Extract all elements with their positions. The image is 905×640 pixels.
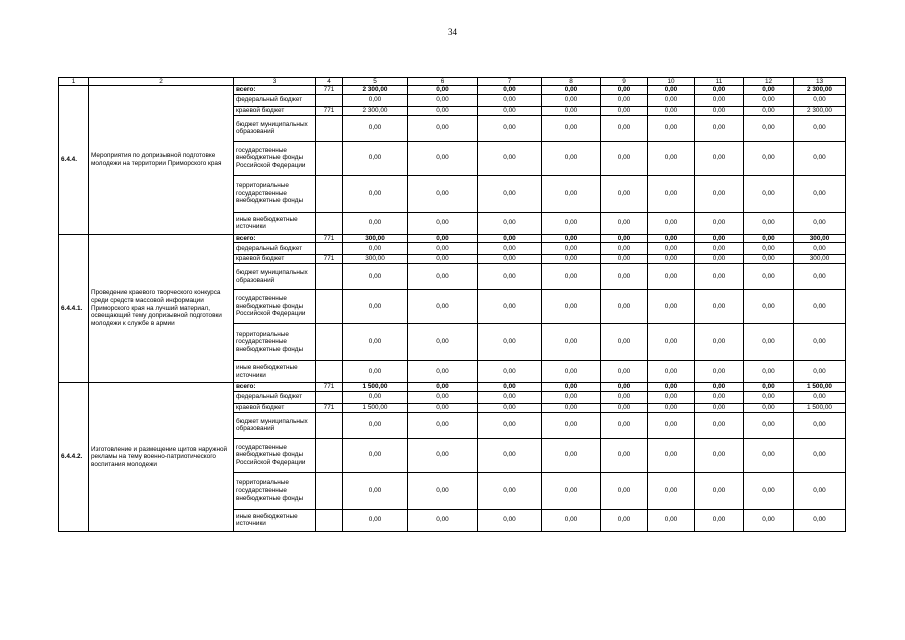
amount-cell: 0,00 — [744, 383, 794, 392]
amount-cell: 0,00 — [343, 509, 408, 531]
funding-source: территориальные государственные внебюджетные фонды — [234, 324, 316, 361]
amount-cell: 0,00 — [601, 106, 648, 115]
amount-cell: 0,00 — [478, 383, 542, 392]
amount-cell: 0,00 — [542, 255, 601, 264]
amount-cell: 0,00 — [542, 472, 601, 509]
funding-source: всего: — [234, 383, 316, 392]
column-header: 10 — [648, 78, 695, 86]
amount-cell: 0,00 — [744, 212, 794, 234]
amount-cell: 2 300,00 — [794, 106, 846, 115]
amount-cell: 0,00 — [601, 141, 648, 175]
amount-cell: 0,00 — [648, 472, 695, 509]
amount-cell: 0,00 — [794, 212, 846, 234]
amount-cell: 0,00 — [648, 383, 695, 392]
column-header: 4 — [316, 78, 343, 86]
amount-cell: 0,00 — [744, 141, 794, 175]
amount-cell: 0,00 — [794, 115, 846, 141]
amount-cell: 0,00 — [478, 212, 542, 234]
amount-cell: 0,00 — [744, 324, 794, 361]
amount-cell: 0,00 — [408, 509, 478, 531]
amount-cell: 0,00 — [478, 175, 542, 212]
amount-cell: 1 500,00 — [343, 403, 408, 412]
amount-cell: 0,00 — [408, 175, 478, 212]
amount-cell: 0,00 — [744, 264, 794, 290]
budget-code: 771 — [316, 255, 343, 264]
amount-cell: 0,00 — [695, 106, 744, 115]
amount-cell: 0,00 — [542, 141, 601, 175]
budget-code — [316, 324, 343, 361]
amount-cell: 0,00 — [542, 324, 601, 361]
funding-source: государственные внебюджетные фонды Российской Федерации — [234, 290, 316, 324]
amount-cell: 0,00 — [744, 290, 794, 324]
amount-cell: 0,00 — [601, 412, 648, 438]
amount-cell: 0,00 — [408, 86, 478, 95]
amount-cell: 0,00 — [478, 412, 542, 438]
column-header: 13 — [794, 78, 846, 86]
amount-cell: 0,00 — [408, 212, 478, 234]
amount-cell: 0,00 — [542, 509, 601, 531]
amount-cell: 300,00 — [343, 234, 408, 243]
column-header: 5 — [343, 78, 408, 86]
amount-cell: 0,00 — [408, 243, 478, 255]
amount-cell: 0,00 — [408, 403, 478, 412]
amount-cell: 0,00 — [648, 412, 695, 438]
amount-cell: 0,00 — [744, 361, 794, 383]
amount-cell: 0,00 — [542, 290, 601, 324]
amount-cell: 2 300,00 — [794, 86, 846, 95]
amount-cell: 0,00 — [542, 86, 601, 95]
budget-code — [316, 264, 343, 290]
amount-cell: 0,00 — [794, 438, 846, 472]
amount-cell: 0,00 — [794, 175, 846, 212]
table-row — [59, 383, 846, 392]
amount-cell: 0,00 — [744, 509, 794, 531]
amount-cell: 0,00 — [601, 175, 648, 212]
amount-cell: 0,00 — [648, 234, 695, 243]
budget-code — [316, 115, 343, 141]
amount-cell: 0,00 — [744, 243, 794, 255]
funding-source: краевой бюджет — [234, 255, 316, 264]
amount-cell: 0,00 — [408, 391, 478, 403]
amount-cell: 0,00 — [601, 243, 648, 255]
amount-cell: 0,00 — [542, 175, 601, 212]
amount-cell: 0,00 — [648, 94, 695, 106]
funding-source: бюджет муниципальных образований — [234, 115, 316, 141]
item-name: Проведение краевого творческого конкурса среди средств массовой информации Приморского края на лучший материал, освещающий тему допризывной подготовки молодежи к службе в армии — [89, 234, 234, 383]
amount-cell: 0,00 — [542, 94, 601, 106]
budget-code — [316, 391, 343, 403]
funding-source: иные внебюджетные источники — [234, 509, 316, 531]
amount-cell: 0,00 — [695, 290, 744, 324]
budget-code: 771 — [316, 234, 343, 243]
amount-cell: 0,00 — [744, 403, 794, 412]
amount-cell: 0,00 — [695, 391, 744, 403]
amount-cell: 0,00 — [343, 290, 408, 324]
amount-cell: 0,00 — [408, 141, 478, 175]
funding-source: краевой бюджет — [234, 403, 316, 412]
amount-cell: 0,00 — [478, 264, 542, 290]
amount-cell: 0,00 — [408, 290, 478, 324]
amount-cell: 0,00 — [542, 391, 601, 403]
amount-cell: 0,00 — [601, 290, 648, 324]
amount-cell: 0,00 — [744, 175, 794, 212]
amount-cell: 0,00 — [794, 264, 846, 290]
column-header: 2 — [89, 78, 234, 86]
amount-cell: 0,00 — [648, 290, 695, 324]
amount-cell: 0,00 — [648, 212, 695, 234]
amount-cell: 0,00 — [695, 403, 744, 412]
amount-cell: 0,00 — [478, 94, 542, 106]
amount-cell: 0,00 — [343, 212, 408, 234]
amount-cell: 0,00 — [343, 438, 408, 472]
column-header: 3 — [234, 78, 316, 86]
amount-cell: 0,00 — [794, 141, 846, 175]
amount-cell: 0,00 — [408, 255, 478, 264]
amount-cell: 0,00 — [695, 255, 744, 264]
amount-cell: 0,00 — [542, 438, 601, 472]
funding-source: федеральный бюджет — [234, 391, 316, 403]
amount-cell: 0,00 — [695, 361, 744, 383]
amount-cell: 0,00 — [695, 86, 744, 95]
amount-cell: 0,00 — [695, 234, 744, 243]
amount-cell: 0,00 — [648, 175, 695, 212]
amount-cell: 0,00 — [601, 212, 648, 234]
amount-cell: 0,00 — [695, 115, 744, 141]
budget-code — [316, 141, 343, 175]
amount-cell: 0,00 — [408, 383, 478, 392]
amount-cell: 0,00 — [648, 324, 695, 361]
amount-cell: 0,00 — [648, 255, 695, 264]
amount-cell: 0,00 — [478, 361, 542, 383]
amount-cell: 0,00 — [542, 115, 601, 141]
amount-cell: 0,00 — [601, 383, 648, 392]
amount-cell: 0,00 — [695, 383, 744, 392]
funding-source: федеральный бюджет — [234, 243, 316, 255]
amount-cell: 0,00 — [478, 115, 542, 141]
amount-cell: 0,00 — [744, 115, 794, 141]
amount-cell: 0,00 — [744, 412, 794, 438]
item-name: Мероприятия по допризывной подготовке молодежи на территории Приморского края — [89, 86, 234, 235]
funding-source: государственные внебюджетные фонды Российской Федерации — [234, 141, 316, 175]
amount-cell: 0,00 — [601, 438, 648, 472]
amount-cell: 0,00 — [744, 86, 794, 95]
item-number: 6.4.4.2. — [59, 383, 89, 532]
amount-cell: 1 500,00 — [794, 403, 846, 412]
amount-cell: 0,00 — [794, 324, 846, 361]
budget-code: 771 — [316, 86, 343, 95]
amount-cell: 0,00 — [648, 403, 695, 412]
amount-cell: 0,00 — [478, 472, 542, 509]
table-row — [59, 234, 846, 243]
amount-cell: 0,00 — [408, 264, 478, 290]
amount-cell: 0,00 — [601, 403, 648, 412]
amount-cell: 0,00 — [478, 141, 542, 175]
funding-source: бюджет муниципальных образований — [234, 412, 316, 438]
amount-cell: 0,00 — [343, 141, 408, 175]
funding-source: государственные внебюджетные фонды Российской Федерации — [234, 438, 316, 472]
amount-cell: 0,00 — [408, 472, 478, 509]
amount-cell: 0,00 — [648, 243, 695, 255]
column-header: 8 — [542, 78, 601, 86]
item-name: Изготовление и размещение щитов наружной рекламы на тему военно-патриотического воспитания молодежи — [89, 383, 234, 532]
amount-cell: 0,00 — [601, 255, 648, 264]
amount-cell: 0,00 — [648, 106, 695, 115]
funding-source: всего: — [234, 234, 316, 243]
funding-source: краевой бюджет — [234, 106, 316, 115]
amount-cell: 0,00 — [695, 412, 744, 438]
amount-cell: 0,00 — [601, 115, 648, 141]
amount-cell: 0,00 — [343, 361, 408, 383]
amount-cell: 0,00 — [744, 94, 794, 106]
amount-cell: 0,00 — [478, 255, 542, 264]
amount-cell: 0,00 — [744, 255, 794, 264]
budget-code — [316, 175, 343, 212]
amount-cell: 0,00 — [343, 115, 408, 141]
column-header: 1 — [59, 78, 89, 86]
amount-cell: 0,00 — [744, 106, 794, 115]
amount-cell: 0,00 — [408, 412, 478, 438]
budget-code: 771 — [316, 383, 343, 392]
amount-cell: 0,00 — [601, 234, 648, 243]
amount-cell: 300,00 — [794, 234, 846, 243]
amount-cell: 0,00 — [542, 212, 601, 234]
amount-cell: 0,00 — [478, 391, 542, 403]
amount-cell: 0,00 — [794, 290, 846, 324]
budget-code — [316, 94, 343, 106]
amount-cell: 0,00 — [601, 472, 648, 509]
column-header-row — [59, 78, 846, 86]
amount-cell: 0,00 — [695, 175, 744, 212]
amount-cell: 0,00 — [794, 472, 846, 509]
amount-cell: 0,00 — [601, 86, 648, 95]
amount-cell: 0,00 — [794, 412, 846, 438]
amount-cell: 0,00 — [794, 243, 846, 255]
amount-cell: 0,00 — [542, 361, 601, 383]
amount-cell: 0,00 — [408, 234, 478, 243]
item-number: 6.4.4. — [59, 86, 89, 235]
amount-cell: 0,00 — [601, 324, 648, 361]
amount-cell: 0,00 — [478, 324, 542, 361]
funding-source: бюджет муниципальных образований — [234, 264, 316, 290]
column-header: 11 — [695, 78, 744, 86]
amount-cell: 0,00 — [343, 391, 408, 403]
budget-table — [58, 77, 846, 532]
amount-cell: 0,00 — [408, 94, 478, 106]
budget-code — [316, 509, 343, 531]
amount-cell: 0,00 — [601, 361, 648, 383]
amount-cell: 0,00 — [744, 234, 794, 243]
amount-cell: 0,00 — [542, 412, 601, 438]
amount-cell: 0,00 — [648, 509, 695, 531]
budget-code: 771 — [316, 106, 343, 115]
amount-cell: 0,00 — [408, 324, 478, 361]
page-number: 34 — [448, 27, 457, 37]
budget-code — [316, 243, 343, 255]
amount-cell: 0,00 — [343, 472, 408, 509]
amount-cell: 0,00 — [601, 264, 648, 290]
amount-cell: 0,00 — [794, 361, 846, 383]
budget-code — [316, 212, 343, 234]
amount-cell: 1 500,00 — [343, 383, 408, 392]
budget-code — [316, 412, 343, 438]
amount-cell: 0,00 — [343, 243, 408, 255]
funding-source: федеральный бюджет — [234, 94, 316, 106]
amount-cell: 0,00 — [478, 509, 542, 531]
column-header: 7 — [478, 78, 542, 86]
budget-code — [316, 472, 343, 509]
amount-cell: 0,00 — [648, 391, 695, 403]
amount-cell: 0,00 — [343, 324, 408, 361]
amount-cell: 0,00 — [343, 412, 408, 438]
amount-cell: 0,00 — [648, 86, 695, 95]
amount-cell: 0,00 — [695, 243, 744, 255]
amount-cell: 0,00 — [601, 509, 648, 531]
table-row — [59, 86, 846, 95]
amount-cell: 0,00 — [794, 94, 846, 106]
amount-cell: 0,00 — [542, 243, 601, 255]
amount-cell: 0,00 — [478, 438, 542, 472]
budget-code — [316, 438, 343, 472]
amount-cell: 0,00 — [408, 438, 478, 472]
budget-code — [316, 361, 343, 383]
amount-cell: 0,00 — [542, 383, 601, 392]
amount-cell: 0,00 — [343, 264, 408, 290]
funding-source: территориальные государственные внебюджетные фонды — [234, 175, 316, 212]
column-header: 6 — [408, 78, 478, 86]
amount-cell: 0,00 — [695, 264, 744, 290]
amount-cell: 0,00 — [794, 391, 846, 403]
amount-cell: 0,00 — [794, 509, 846, 531]
amount-cell: 0,00 — [695, 141, 744, 175]
amount-cell: 0,00 — [648, 264, 695, 290]
amount-cell: 0,00 — [343, 175, 408, 212]
amount-cell: 0,00 — [695, 509, 744, 531]
amount-cell: 0,00 — [478, 403, 542, 412]
amount-cell: 0,00 — [601, 391, 648, 403]
amount-cell: 0,00 — [695, 94, 744, 106]
amount-cell: 0,00 — [478, 86, 542, 95]
column-header: 12 — [744, 78, 794, 86]
amount-cell: 2 300,00 — [343, 106, 408, 115]
amount-cell: 0,00 — [478, 243, 542, 255]
funding-source: иные внебюджетные источники — [234, 212, 316, 234]
amount-cell: 0,00 — [408, 115, 478, 141]
amount-cell: 0,00 — [744, 472, 794, 509]
amount-cell: 0,00 — [648, 141, 695, 175]
amount-cell: 0,00 — [478, 234, 542, 243]
item-number: 6.4.4.1. — [59, 234, 89, 383]
amount-cell: 0,00 — [542, 106, 601, 115]
amount-cell: 0,00 — [343, 94, 408, 106]
funding-source: всего: — [234, 86, 316, 95]
amount-cell: 0,00 — [695, 212, 744, 234]
amount-cell: 0,00 — [695, 324, 744, 361]
amount-cell: 300,00 — [794, 255, 846, 264]
amount-cell: 0,00 — [648, 361, 695, 383]
amount-cell: 2 300,00 — [343, 86, 408, 95]
amount-cell: 0,00 — [478, 290, 542, 324]
amount-cell: 0,00 — [478, 106, 542, 115]
amount-cell: 0,00 — [542, 403, 601, 412]
amount-cell: 0,00 — [408, 361, 478, 383]
amount-cell: 0,00 — [542, 264, 601, 290]
amount-cell: 300,00 — [343, 255, 408, 264]
funding-source: территориальные государственные внебюджетные фонды — [234, 472, 316, 509]
amount-cell: 0,00 — [695, 472, 744, 509]
budget-code: 771 — [316, 403, 343, 412]
amount-cell: 0,00 — [744, 391, 794, 403]
amount-cell: 1 500,00 — [794, 383, 846, 392]
amount-cell: 0,00 — [695, 438, 744, 472]
funding-source: иные внебюджетные источники — [234, 361, 316, 383]
amount-cell: 0,00 — [601, 94, 648, 106]
amount-cell: 0,00 — [542, 234, 601, 243]
amount-cell: 0,00 — [408, 106, 478, 115]
budget-code — [316, 290, 343, 324]
amount-cell: 0,00 — [648, 438, 695, 472]
amount-cell: 0,00 — [744, 438, 794, 472]
column-header: 9 — [601, 78, 648, 86]
amount-cell: 0,00 — [648, 115, 695, 141]
